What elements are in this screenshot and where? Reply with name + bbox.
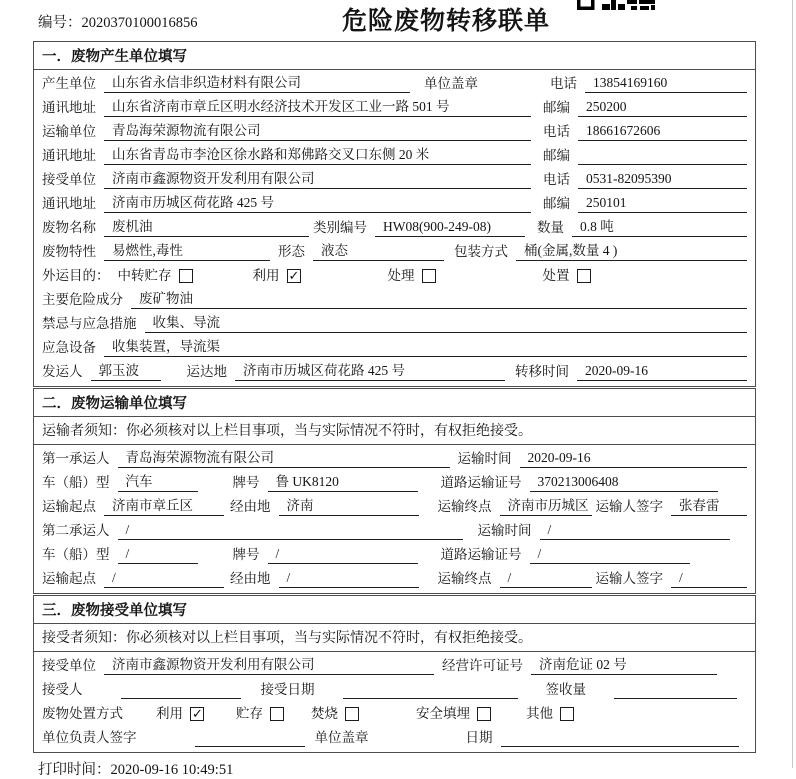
form-row [42,167,747,191]
receiver-notice: 接受者须知：你必须核对以上栏目事项，当与实际情况不符时，有权拒绝接受。 [34,624,755,652]
measures-value: 收集、导流 [145,314,748,333]
unit-seal-label: 单位盖章 [314,730,369,745]
hazard-value: 废矿物油 [131,290,747,309]
road-permit2-value: / [530,545,690,564]
transporter-address-value: 山东省青岛市李沧区徐水路和郑佛路交叉口东侧 20 米 [104,146,531,165]
receiver-value: 济南市鑫源物资开发利用有限公司 [104,170,531,189]
carrier1-value: 青岛海荣源物流有限公司 [118,449,450,468]
disposal-option [156,704,236,723]
receiver-phone-value: 0531-82095390 [578,170,747,189]
form-row [42,311,747,335]
purpose-option [118,266,253,285]
doc-number-value: 2020370100016856 [81,15,198,31]
category-value: HW08(900-249-08) [375,218,525,237]
form-row [42,215,747,239]
waste-name-label: 废物名称 [42,220,96,235]
producer-label: 产生单位 [42,76,96,91]
phone-label: 电话 [543,124,570,139]
section1-heading: 一．废物产生单位填写 [34,42,755,70]
transport-time1-value: 2020-09-16 [520,449,748,468]
form-state-value: 液态 [313,242,444,261]
form-row [42,239,747,263]
disposal-method-label: 废物处置方式 [42,706,123,721]
transporter-notice: 运输者须知：你必须核对以上栏目事项，当与实际情况不符时，有权拒绝接受。 [34,417,755,445]
transport-time2-value: / [540,521,730,540]
disposal-option [526,704,574,723]
manifest-form [33,41,756,753]
page-title: 危险废物转移联单 [341,8,550,35]
producer-phone-value: 13854169160 [585,74,747,93]
form-state-label: 形态 [278,244,305,259]
equipment-value: 收集装置，导流渠 [104,338,747,357]
road-permit-label: 道路运输证号 [440,475,522,490]
road-permit-label: 道路运输证号 [440,547,522,562]
section2-heading: 二．废物运输单位填写 [34,389,755,417]
producer-address-value: 山东省济南市章丘区明水经济技术开发区工业一路 501 号 [104,98,531,117]
origin-label: 运输起点 [42,571,96,586]
destination-label: 运达地 [186,364,227,379]
transporter-phone-value: 18661672606 [578,122,747,141]
via2-value: / [279,569,419,588]
form-row [42,263,747,287]
via-label: 经由地 [230,571,271,586]
disposal-option [236,704,311,723]
zip-label: 邮编 [543,148,570,163]
phone-label: 电话 [550,76,577,91]
unit-seal-label: 单位盖章 [424,76,478,91]
form-row [42,143,747,167]
endpoint2-value: / [500,569,592,588]
recipient-value [121,680,241,699]
section3-heading: 三．废物接受单位填写 [34,596,755,624]
disposal-option [311,704,416,723]
form-row [42,566,747,590]
form-row [42,725,747,749]
option-label: 利用 [156,706,183,721]
quantity-value: 0.8 吨 [572,218,747,237]
receiver-zip-value: 250101 [578,194,747,213]
accept-unit-value: 济南市鑫源物资开发利用有限公司 [104,656,434,675]
option-label: 中转贮存 [117,268,172,283]
form-row [42,542,747,566]
plate1-value: 鲁 UK8120 [268,473,418,492]
origin1-value: 济南市章丘区 [104,497,224,516]
quantity-label: 数量 [537,220,564,235]
packing-value: 桶(金属,数量 4 ) [516,242,747,261]
producer-zip-value: 250200 [578,98,747,117]
print-time-label: 打印时间： [38,762,111,778]
packing-label: 包装方式 [454,244,508,259]
print-time [38,758,796,779]
doc-number-label: 编号： [38,15,82,31]
origin2-value: / [104,569,224,588]
print-time-value: 2020-09-16 10:49:51 [110,762,234,778]
form-row [42,518,747,542]
section-receiver [33,595,756,753]
form-row [42,677,747,701]
accept-date-value [343,680,518,699]
form-row [42,191,747,215]
qr-code-fragment [577,0,655,10]
carrier2-label: 第二承运人 [42,523,110,538]
plate-label: 牌号 [232,547,260,562]
checkbox-treat [422,269,436,283]
form-row [42,95,747,119]
form-row [42,653,747,677]
transporter-sign-label: 运输人签字 [595,499,663,514]
zip-label: 邮编 [543,196,570,211]
checkbox-transfer-storage [179,269,193,283]
option-label: 其他 [526,706,553,721]
shipper-label: 发运人 [42,364,83,379]
section-transporter [33,388,756,594]
transporter-sign-label: 运输人签字 [595,571,663,586]
option-label: 安全填埋 [416,706,470,721]
section-producer [33,41,756,387]
endpoint-label: 运输终点 [437,499,492,514]
vehicle-type1-value: 汽车 [118,473,198,492]
option-label: 焚烧 [311,706,338,721]
producer-value: 山东省永信非织造材料有限公司 [104,74,410,93]
checkbox-store [270,707,284,721]
leader-sign-label: 单位负责人签字 [42,730,137,745]
transfer-time-value: 2020-09-16 [577,362,747,381]
transporter-zip-value [578,146,747,165]
carrier1-label: 第一承运人 [42,451,110,466]
accept-unit-label: 接受单位 [42,658,96,673]
transporter-sign2-value: / [671,569,747,588]
via-label: 经由地 [230,499,271,514]
option-label: 利用 [252,268,280,283]
transporter-label: 运输单位 [42,124,96,139]
category-label: 类别编号 [313,220,367,235]
transfer-time-label: 转移时间 [515,364,569,379]
license-value: 济南危证 02 号 [531,656,717,675]
date-value [501,728,740,747]
checkbox-dispose [577,269,591,283]
carrier2-value: / [118,521,463,540]
form-row [42,446,747,470]
trait-value: 易燃性,毒性 [104,242,270,261]
shipper-value: 郭玉波 [91,362,161,381]
endpoint-label: 运输终点 [437,571,492,586]
disposal-option [416,704,526,723]
signed-amount-value [614,680,737,699]
recipient-label: 接受人 [42,682,83,697]
address-label: 通讯地址 [42,148,96,163]
road-permit1-value: 370213006408 [530,473,718,492]
trait-label: 废物特性 [42,244,96,259]
plate2-value: / [268,545,418,564]
form-row [42,470,747,494]
signed-amount-label: 签收量 [545,682,586,697]
purpose-label: 外运目的： [42,268,110,283]
license-label: 经营许可证号 [442,658,523,673]
document-header [0,0,796,41]
address-label: 通讯地址 [42,100,96,115]
destination-value: 济南市历城区荷花路 425 号 [235,362,505,381]
form-row [42,494,747,518]
via1-value: 济南 [279,497,419,516]
receiver-address-value: 济南市历城区荷花路 425 号 [104,194,531,213]
origin-label: 运输起点 [42,499,96,514]
checkbox-incinerate [345,707,359,721]
checkbox-utilize [190,707,204,721]
option-label: 贮存 [236,706,263,721]
address-label: 通讯地址 [42,196,96,211]
form-row [42,701,747,725]
form-row [42,119,747,143]
phone-label: 电话 [543,172,570,187]
date-label: 日期 [465,730,493,745]
form-row [42,71,747,95]
form-row [42,359,747,383]
vehicle-type-label: 车（船）型 [42,547,110,562]
option-label: 处置 [542,268,570,283]
endpoint1-value: 济南市历城区 [500,497,592,516]
option-label: 处理 [387,268,415,283]
checkbox-other [560,707,574,721]
leader-sign-value [195,728,305,747]
vehicle-type2-value: / [118,545,198,564]
page-edge-line [792,0,793,768]
checkbox-landfill [477,707,491,721]
form-row [42,335,747,359]
transport-time-label: 运输时间 [477,523,532,538]
form-row [42,287,747,311]
purpose-option [388,266,543,285]
vehicle-type-label: 车（船）型 [42,475,110,490]
purpose-option [543,266,591,285]
purpose-option [253,266,388,285]
measures-label: 禁忌与应急措施 [42,316,137,331]
plate-label: 牌号 [232,475,260,490]
hazard-label: 主要危险成分 [42,292,123,307]
transporter-sign1-value: 张春雷 [671,497,747,516]
accept-date-label: 接受日期 [260,682,315,697]
equipment-label: 应急设备 [42,340,96,355]
checkbox-utilize [287,269,301,283]
transporter-value: 青岛海荣源物流有限公司 [104,122,531,141]
receiver-label: 接受单位 [42,172,96,187]
zip-label: 邮编 [543,100,570,115]
transport-time-label: 运输时间 [457,451,512,466]
waste-name-value: 废机油 [104,218,309,237]
